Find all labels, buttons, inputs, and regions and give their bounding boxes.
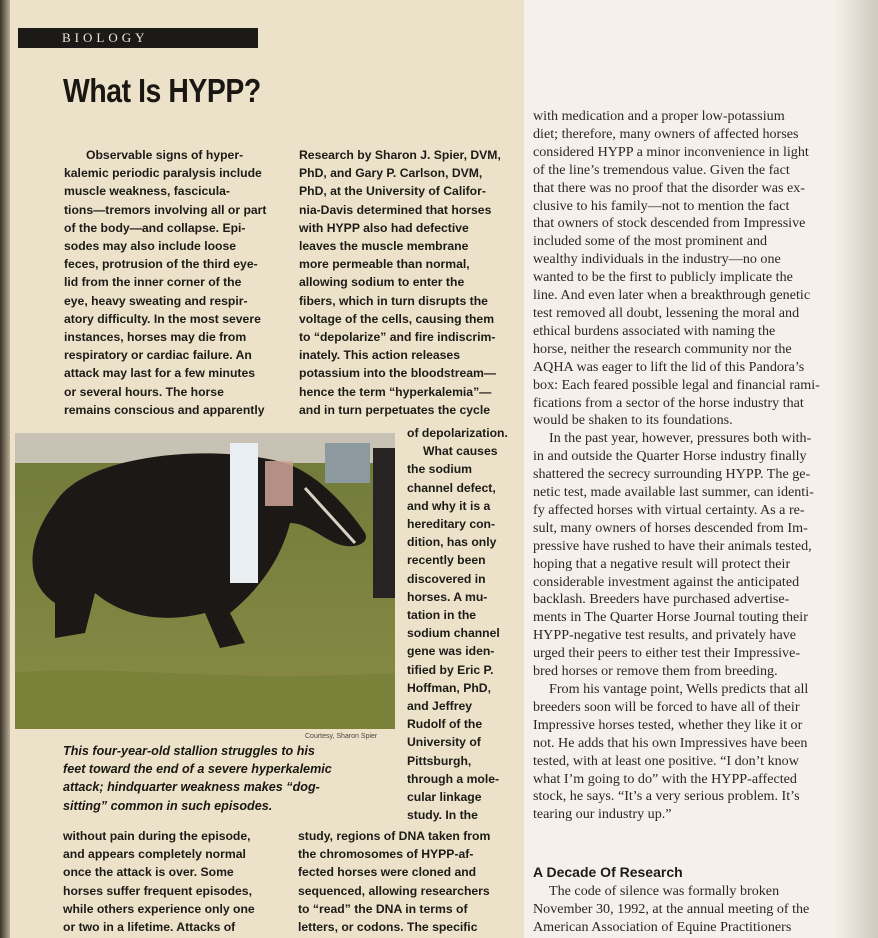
text-line: considerable investment against the anticipated <box>533 573 800 590</box>
text-line: considered HYPP a minor inconvenience in light <box>533 143 809 160</box>
article-title: What Is HYPP? <box>63 72 261 109</box>
text-line: hence the term “hyperkalemia”— <box>299 384 492 399</box>
text-line: fy affected horses with virtual certainty. As a re- <box>533 501 805 518</box>
text-line: Pittsburgh, <box>407 753 472 768</box>
text-line: through a mole- <box>407 771 500 786</box>
text-line: tation in the <box>407 608 477 623</box>
text-line: lid from the inner corner of the <box>64 275 242 290</box>
text-line: attack may last for a few minutes <box>64 366 256 381</box>
text-line: horses. A mu- <box>407 589 488 604</box>
text-line: sodes may also include loose <box>64 239 237 254</box>
text-line: would be shaken to its foundations. <box>533 412 733 429</box>
subheading: A Decade Of Research <box>533 864 683 880</box>
text-line: What causes <box>423 444 498 459</box>
text-line: backlash. Breeders have purchased advertise- <box>533 591 790 608</box>
text-line: Observable signs of hyper- <box>86 148 244 162</box>
text-line: without pain during the episode, <box>63 829 251 843</box>
text-line: what I’m going to do” with the HYPP-affected <box>533 770 797 787</box>
text-line: horses suffer frequent episodes, <box>63 883 252 898</box>
text-line: pressive have rushed to have their animals tested, <box>533 537 812 554</box>
text-line: eye, heavy sweating and respir- <box>64 293 248 308</box>
column-right <box>533 108 820 824</box>
column-right-bottom <box>533 883 809 937</box>
text-line: clusive to his family—not to mention the fact <box>533 197 790 214</box>
text-line: with HYPP also had defective <box>299 220 469 235</box>
text-line: wealthy individuals in the industry—no one <box>533 251 781 268</box>
text-line: included some of the most prominent and <box>533 233 768 250</box>
text-line: PhD, and Gary P. Carlson, DVM, <box>299 166 483 181</box>
text-line: cular linkage <box>407 790 482 805</box>
text-line: Research by Sharon J. Spier, DVM, <box>299 148 501 162</box>
column-narrow <box>407 424 508 824</box>
text-line: tified by Eric P. <box>407 662 494 677</box>
text-line: to “depolarize” and fire indiscrim- <box>299 330 496 345</box>
column-bottom-left <box>63 827 255 936</box>
text-line: In the past year, however, pressures both with- <box>549 430 812 447</box>
text-line: kalemic periodic paralysis include <box>64 166 262 181</box>
text-line: box: Each feared possible legal and financial rami- <box>533 376 820 393</box>
text-line: the chromosomes of HYPP-af- <box>298 847 474 862</box>
text-line: University of <box>407 735 481 750</box>
text-line: muscle weakness, fascicula- <box>64 184 230 199</box>
text-line: test removed all doubt, lessening the moral and <box>533 304 800 321</box>
text-line: gene was iden- <box>407 644 495 659</box>
text-line: leaves the muscle membrane <box>299 239 469 254</box>
text-line: while others experience only one <box>63 901 255 916</box>
photo-caption <box>63 742 332 815</box>
photo-credit: Courtesy, Sharon Spier <box>305 733 378 740</box>
text-line: and in turn perpetuates the cycle <box>299 402 490 417</box>
text-line: breeders soon will be forced to have all of their <box>533 698 800 715</box>
text-line: American Association of Equine Practitioners <box>533 918 792 935</box>
text-line: study. In the <box>407 808 478 823</box>
text-line: Rudolf of the <box>407 717 483 732</box>
text-line: HYPP-negative test results, and privately have <box>533 627 797 644</box>
text-line: that there was no proof that the disorder was ex- <box>533 179 805 196</box>
text-line: letters, or codons. The specific <box>298 920 478 935</box>
caption-line: sitting” common in such episodes. <box>63 798 273 813</box>
text-line: potassium into the bloodstream— <box>299 366 497 381</box>
text-line: netic test, made available last summer, can identi- <box>533 484 814 501</box>
text-line: sequenced, allowing researchers <box>298 883 490 898</box>
text-line: urged their peers to either test their Impressive- <box>533 645 801 662</box>
text-line: or two in a lifetime. Attacks of <box>63 920 236 935</box>
text-line: line. And even later when a breakthrough genetic <box>533 287 811 304</box>
caption-line: attack; hindquarter weakness makes “dog- <box>63 780 320 795</box>
text-line: and Jeffrey <box>407 699 473 714</box>
text-line: nia-Davis determined that horses <box>299 202 492 217</box>
text-line: instances, horses may die from <box>64 330 247 345</box>
text-line: shattered the secrecy surrounding HYPP. The ge- <box>533 466 811 483</box>
text-line: and appears completely normal <box>63 847 246 862</box>
text-line: study, regions of DNA taken from <box>298 829 491 843</box>
text-line: Impressive horses tested, whether they like it or <box>533 716 803 733</box>
text-line: Hoffman, PhD, <box>407 680 491 695</box>
text-line: hereditary con- <box>407 517 496 532</box>
text-line: diet; therefore, many owners of affected horses <box>533 125 799 142</box>
text-line: the sodium <box>407 462 473 477</box>
text-line: once the attack is over. Some <box>63 865 234 880</box>
text-line: that owners of stock descended from Impressive <box>533 215 806 232</box>
text-line: fected horses were cloned and <box>298 865 477 880</box>
text-line: PhD, at the University of Califor- <box>299 184 486 199</box>
text-line: of depolarization. <box>407 426 508 440</box>
text-line: dition, has only <box>407 535 497 550</box>
text-line: tions—tremors involving all or part <box>64 202 267 217</box>
text-line: discovered in <box>407 571 486 586</box>
text-line: recently been <box>407 553 486 568</box>
text-line: hoping that a negative result will protect their <box>533 555 791 572</box>
text-line: sult, many owners of horses descended from Im- <box>533 519 808 536</box>
text-line: remains conscious and apparently <box>64 402 265 417</box>
text-line: allowing sodium to enter the <box>299 275 465 290</box>
text-line: and why it is a <box>407 498 491 513</box>
text-line: respiratory or cardiac failure. An <box>64 348 252 363</box>
text-line: not. He adds that his own Impressives have been <box>533 734 808 751</box>
text-line: ments in The Quarter Horse Journal touting their <box>533 609 808 626</box>
horse-photo <box>15 433 395 729</box>
column-bottom-middle <box>298 827 490 936</box>
text-line: voltage of the cells, causing them <box>299 311 495 326</box>
text-line: of the line’s tremendous value. Given the fact <box>533 161 790 178</box>
text-line: November 30, 1992, at the annual meeting of the <box>533 900 810 917</box>
text-line: fications from a sector of the horse industry that <box>533 394 804 411</box>
text-line: with medication and a proper low-potassium <box>533 108 785 124</box>
text-line: or several hours. The horse <box>64 384 224 399</box>
text-line: of the body—and collapse. Epi- <box>64 220 246 235</box>
text-line: From his vantage point, Wells predicts that all <box>549 681 809 697</box>
text-line: The code of silence was formally broken <box>549 883 780 899</box>
text-line: sodium channel <box>407 626 500 641</box>
text-line: tested, with at least one positive. “I don’t know <box>533 752 799 769</box>
column-left <box>64 146 266 419</box>
caption-line: This four-year-old stallion struggles to his <box>63 744 315 758</box>
text-line: more permeable than normal, <box>299 257 470 272</box>
text-line: ethical burdens associated with naming the <box>533 322 776 339</box>
caption-line: feet toward the end of a severe hyperkalemic <box>63 762 332 777</box>
text-line: atory difficulty. In the most severe <box>64 311 261 326</box>
text-line: stock, he says. “It’s a very serious problem. It’s <box>533 788 800 805</box>
text-line: fibers, which in turn disrupts the <box>299 293 488 308</box>
text-line: feces, protrusion of the third eye- <box>64 257 258 272</box>
text-line: wanted to be the first to publicly implicate the <box>533 269 793 286</box>
text-line: to “read” the DNA in terms of <box>298 901 468 916</box>
text-line: tearing our industry up.” <box>533 806 672 823</box>
text-line: inately. This action releases <box>299 348 460 363</box>
text-line: horse, neither the research community nor the <box>533 340 792 357</box>
text-line: AQHA was eager to lift the lid of this Pandora’s <box>533 358 805 375</box>
text-line: channel defect, <box>407 480 496 495</box>
text-line: bred horses or remove them from breeding. <box>533 663 778 680</box>
column-middle <box>299 146 501 419</box>
text-line: in and outside the Quarter Horse industry finally <box>533 448 807 465</box>
section-label: BIOLOGY <box>18 28 258 48</box>
